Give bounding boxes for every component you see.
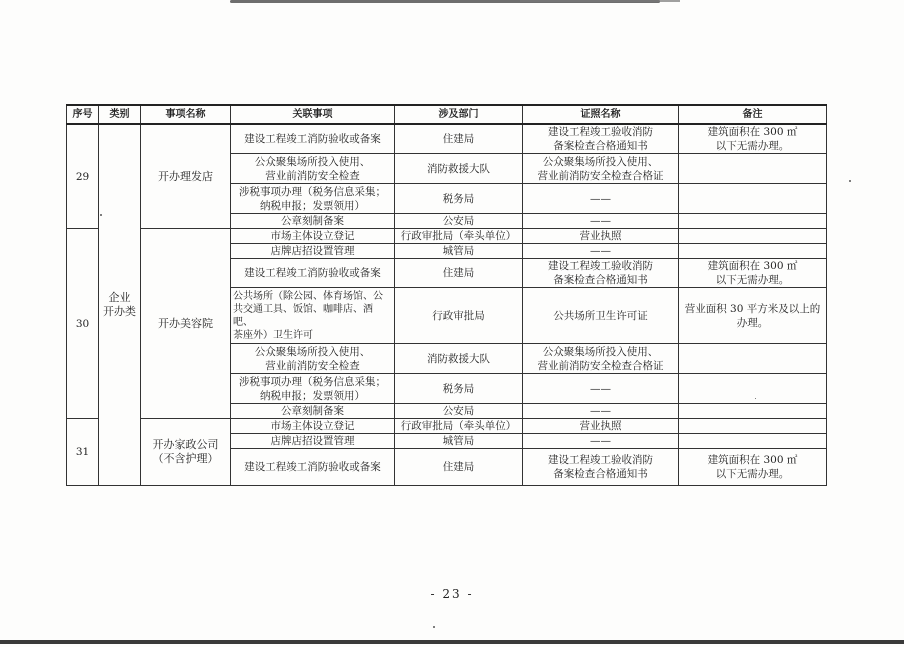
table-header-row <box>67 105 827 124</box>
related-matter-cell: 公共场所（除公园、体育场馆、公 共交通工具、饭馆、咖啡店、酒吧、 茶座外）卫生许可 <box>231 288 395 344</box>
department-cell: 消防救援大队 <box>395 344 523 374</box>
license-cell: 公众聚集场所投入使用、 营业前消防安全检查合格证 <box>523 344 679 374</box>
department-cell: 行政审批局 <box>395 288 523 344</box>
related-matter-cell: 公众聚集场所投入使用、 营业前消防安全检查 <box>231 344 395 374</box>
note-cell <box>679 154 827 184</box>
matter-name-cell: 开办理发店 <box>141 124 231 229</box>
related-matter-cell: 公众聚集场所投入使用、 营业前消防安全检查 <box>231 154 395 184</box>
license-cell: 建设工程竣工验收消防 备案检查合格通知书 <box>523 449 679 486</box>
matter-name-cell: 开办家政公司 （不含护理） <box>141 419 231 486</box>
note-cell <box>679 374 827 404</box>
related-matter-cell: 建设工程竣工消防验收或备案 <box>231 124 395 154</box>
license-cell: —— <box>523 374 679 404</box>
note-cell <box>679 229 827 244</box>
note-cell <box>679 344 827 374</box>
scan-speck <box>100 214 102 216</box>
department-cell: 税务局 <box>395 184 523 214</box>
related-matter-cell: 公章刻制备案 <box>231 404 395 419</box>
scan-speck <box>755 398 756 399</box>
page-number: - 23 - <box>430 587 474 601</box>
license-cell: —— <box>523 404 679 419</box>
related-matter-cell: 涉税事项办理（税务信息采集； 纳税申报；发票领用） <box>231 184 395 214</box>
related-matter-cell: 店牌店招设置管理 <box>231 244 395 259</box>
note-cell <box>679 184 827 214</box>
license-cell: 建设工程竣工验收消防 备案检查合格通知书 <box>523 124 679 154</box>
scan-edge-top-secondary <box>520 0 680 2</box>
matters-table <box>66 104 827 486</box>
header-matter-name: 事项名称 <box>141 105 231 124</box>
table-body <box>67 124 827 486</box>
scan-speck <box>433 626 435 628</box>
scan-edge-bottom <box>0 640 904 644</box>
related-matter-cell: 市场主体设立登记 <box>231 419 395 434</box>
seq-cell: 31 <box>67 419 99 486</box>
header-seq: 序号 <box>67 105 99 124</box>
department-cell: 住建局 <box>395 259 523 288</box>
note-cell: 营业面积 30 平方米及以上的 办理。 <box>679 288 827 344</box>
seq-cell: 29 <box>67 124 99 229</box>
note-cell <box>679 244 827 259</box>
note-cell <box>679 419 827 434</box>
table-row <box>67 229 827 244</box>
header-note: 备注 <box>679 105 827 124</box>
related-matter-cell: 涉税事项办理（税务信息采集； 纳税申报；发票领用） <box>231 374 395 404</box>
department-cell: 住建局 <box>395 124 523 154</box>
header-license: 证照名称 <box>523 105 679 124</box>
department-cell: 住建局 <box>395 449 523 486</box>
license-cell: 建设工程竣工验收消防 备案检查合格通知书 <box>523 259 679 288</box>
license-cell: —— <box>523 434 679 449</box>
related-matter-cell: 市场主体设立登记 <box>231 229 395 244</box>
department-cell: 公安局 <box>395 214 523 229</box>
matter-name-cell: 开办美容院 <box>141 229 231 419</box>
header-related-matter: 关联事项 <box>231 105 395 124</box>
license-cell: —— <box>523 214 679 229</box>
department-cell: 行政审批局（牵头单位） <box>395 229 523 244</box>
department-cell: 城管局 <box>395 244 523 259</box>
table-row <box>67 124 827 154</box>
related-matter-cell: 公章刻制备案 <box>231 214 395 229</box>
license-cell: 营业执照 <box>523 229 679 244</box>
note-cell <box>679 404 827 419</box>
license-cell: 公众聚集场所投入使用、 营业前消防安全检查合格证 <box>523 154 679 184</box>
category-cell: 企业 开办类 <box>99 124 141 486</box>
note-cell: 建筑面积在 300 ㎡ 以下无需办理。 <box>679 259 827 288</box>
related-matter-cell: 建设工程竣工消防验收或备案 <box>231 449 395 486</box>
related-matter-cell: 店牌店招设置管理 <box>231 434 395 449</box>
department-cell: 税务局 <box>395 374 523 404</box>
license-cell: —— <box>523 184 679 214</box>
license-cell: —— <box>523 244 679 259</box>
table-row <box>67 419 827 434</box>
department-cell: 行政审批局（牵头单位） <box>395 419 523 434</box>
note-cell <box>679 214 827 229</box>
note-cell: 建筑面积在 300 ㎡ 以下无需办理。 <box>679 449 827 486</box>
department-cell: 消防救援大队 <box>395 154 523 184</box>
related-matter-cell: 建设工程竣工消防验收或备案 <box>231 259 395 288</box>
department-cell: 公安局 <box>395 404 523 419</box>
note-cell <box>679 434 827 449</box>
header-department: 涉及部门 <box>395 105 523 124</box>
department-cell: 城管局 <box>395 434 523 449</box>
scan-speck <box>849 180 851 182</box>
header-category: 类别 <box>99 105 141 124</box>
license-cell: 公共场所卫生许可证 <box>523 288 679 344</box>
license-cell: 营业执照 <box>523 419 679 434</box>
note-cell: 建筑面积在 300 ㎡ 以下无需办理。 <box>679 124 827 154</box>
seq-cell: 30 <box>67 229 99 419</box>
